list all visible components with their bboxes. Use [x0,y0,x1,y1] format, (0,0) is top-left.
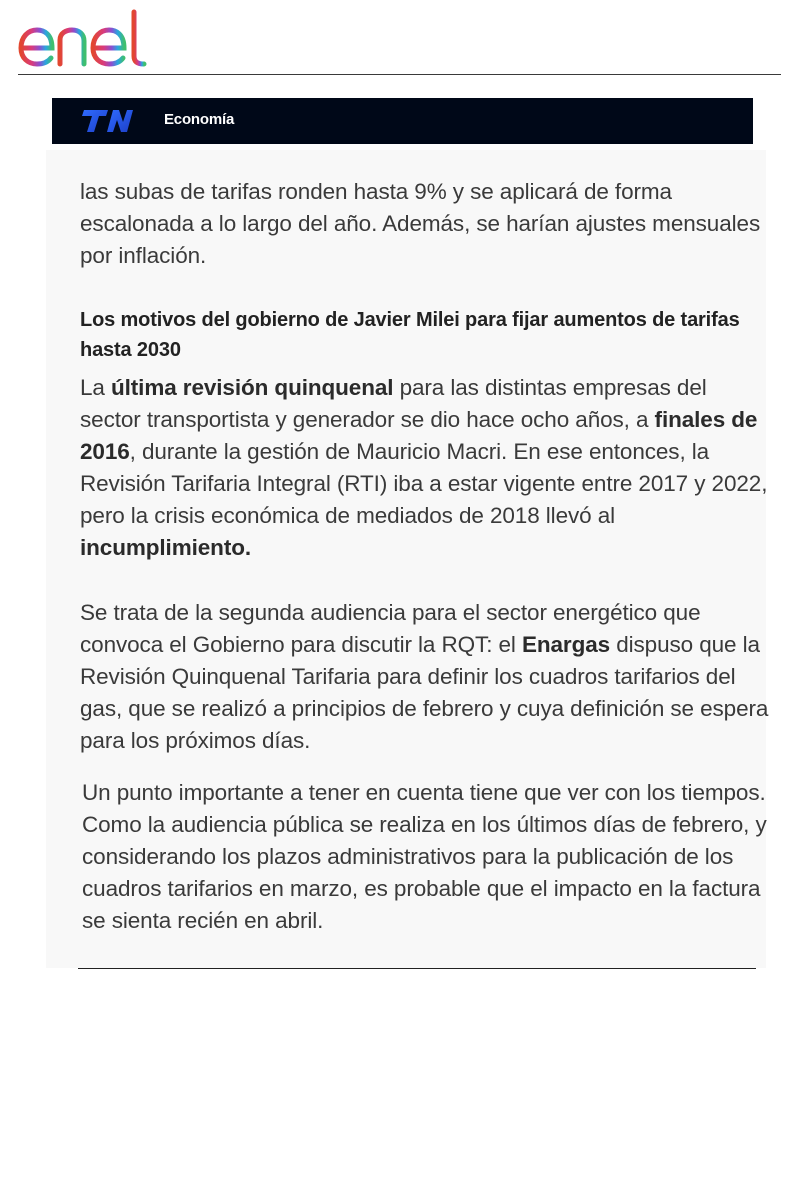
text-segment: Se trata de la segunda audiencia para el sector energético que convoca el Gobierno para discutir la RQT: el [80,600,701,657]
bold-segment: finales de 2016 [80,407,758,464]
top-divider [18,74,781,75]
tn-logo-icon[interactable] [80,108,134,134]
bold-segment: última revisión quinquenal [110,375,394,400]
article-paragraph-3 [80,597,770,757]
bottom-divider [78,968,756,969]
text-segment: , durante la gestión de Mauricio Macri. En ese entonces, la Revisión Tarifaria Integral (RTI) iba a estar vigente entre 2017 y 2022, pero la crisis económica de mediados de 2018 llevó al [80,439,768,528]
text-segment: para las distintas empresas del sector transportista y generador se dio hace ocho años, a [80,375,707,432]
text-segment: dispuso que la Revisión Quinquenal Tarifaria para definir los cuadros tarifarios del gas, que se realizó a principios de febrero y cuya definición se espera para los próximos días. [80,632,769,753]
enel-logo-icon [16,8,176,70]
bold-segment: incumplimiento. [80,535,252,560]
bold-segment: Enargas [521,632,611,657]
tn-section-header [52,98,753,144]
section-label[interactable]: Economía [164,111,235,128]
article-subheading: Los motivos del gobierno de Javier Milei para fijar aumentos de tarifas hasta 2030 [80,309,740,361]
article-paragraph-1: las subas de tarifas ronden hasta 9% y se aplicará de forma escalonada a lo largo del año. Además, se harían ajustes mensuales por inflación. [80,179,761,268]
article-paragraph-2 [80,372,770,564]
article-paragraph-4: Un punto importante a tener en cuenta tiene que ver con los tiempos. Como la audiencia pública se realiza en los últimos días de febrero, y considerando los plazos administrativos para la publicación de los cuadros tarifarios en marzo, es probable que el impacto en la factura se sienta recién en abril. [82,780,767,933]
text-segment: La [80,375,111,400]
